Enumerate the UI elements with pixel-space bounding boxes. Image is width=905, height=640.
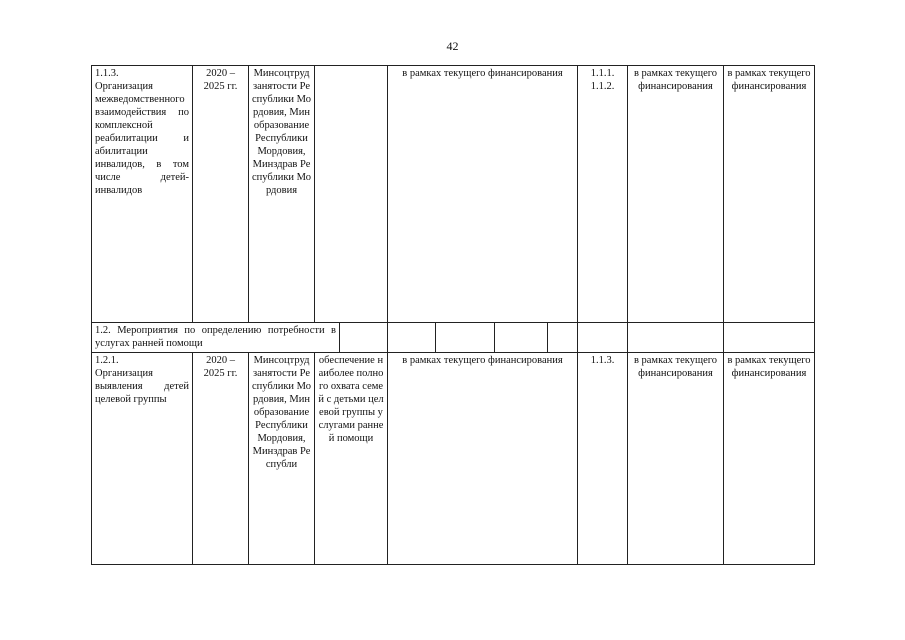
empty-cell — [578, 323, 628, 353]
period-cell: 2020 – 2025 гг. — [193, 66, 249, 323]
table-row — [92, 353, 815, 565]
funding-cell: в рамках текущего финансирования — [388, 66, 578, 323]
col9-cell: в рамках текущего финансирования — [724, 353, 815, 565]
empty-cell — [388, 323, 436, 353]
empty-cell — [436, 323, 495, 353]
period-cell: 2020 – 2025 гг. — [193, 353, 249, 565]
measures-table — [91, 65, 815, 565]
result-cell — [315, 66, 388, 323]
section-title: 1.2. Мероприятия по определению потребности в услугах ранней помощи — [92, 323, 340, 353]
table-row — [92, 66, 815, 323]
section-row — [92, 323, 815, 353]
col9-cell: в рамках текущего финансирования — [724, 66, 815, 323]
empty-cell — [548, 323, 578, 353]
page-number: 42 — [446, 39, 459, 53]
col8-cell: в рамках текущего финансирования — [628, 353, 724, 565]
measure-name-cell: 1.1.3. Организация межведомственного взаимодействия по комплексной реабилитации и абилитации инвалидов, в том числе детей-инвалидов — [92, 66, 193, 323]
measure-name-cell: 1.2.1. Организация выявления детей целевой группы — [92, 353, 193, 565]
funding-cell: в рамках текущего финансирования — [388, 353, 578, 565]
indicator-cell: 1.1.1. 1.1.2. — [578, 66, 628, 323]
executor-cell: Минсоцтрудзанятости Республики Мордовия, Минобразование Республики Мордовия, Минздрав Республи — [249, 353, 315, 565]
indicator-cell: 1.1.3. — [578, 353, 628, 565]
empty-cell — [340, 323, 388, 353]
empty-cell — [724, 323, 815, 353]
executor-cell: Минсоцтрудзанятости Республики Мордовия, Минобразование Республики Мордовия, Минздрав Республики Мордовия — [249, 66, 315, 323]
empty-cell — [628, 323, 724, 353]
result-cell: обеспечение наиболее полного охвата семей с детьми целевой группы услугами ранней помощи — [315, 353, 388, 565]
col8-cell: в рамках текущего финансирования — [628, 66, 724, 323]
empty-cell — [495, 323, 548, 353]
